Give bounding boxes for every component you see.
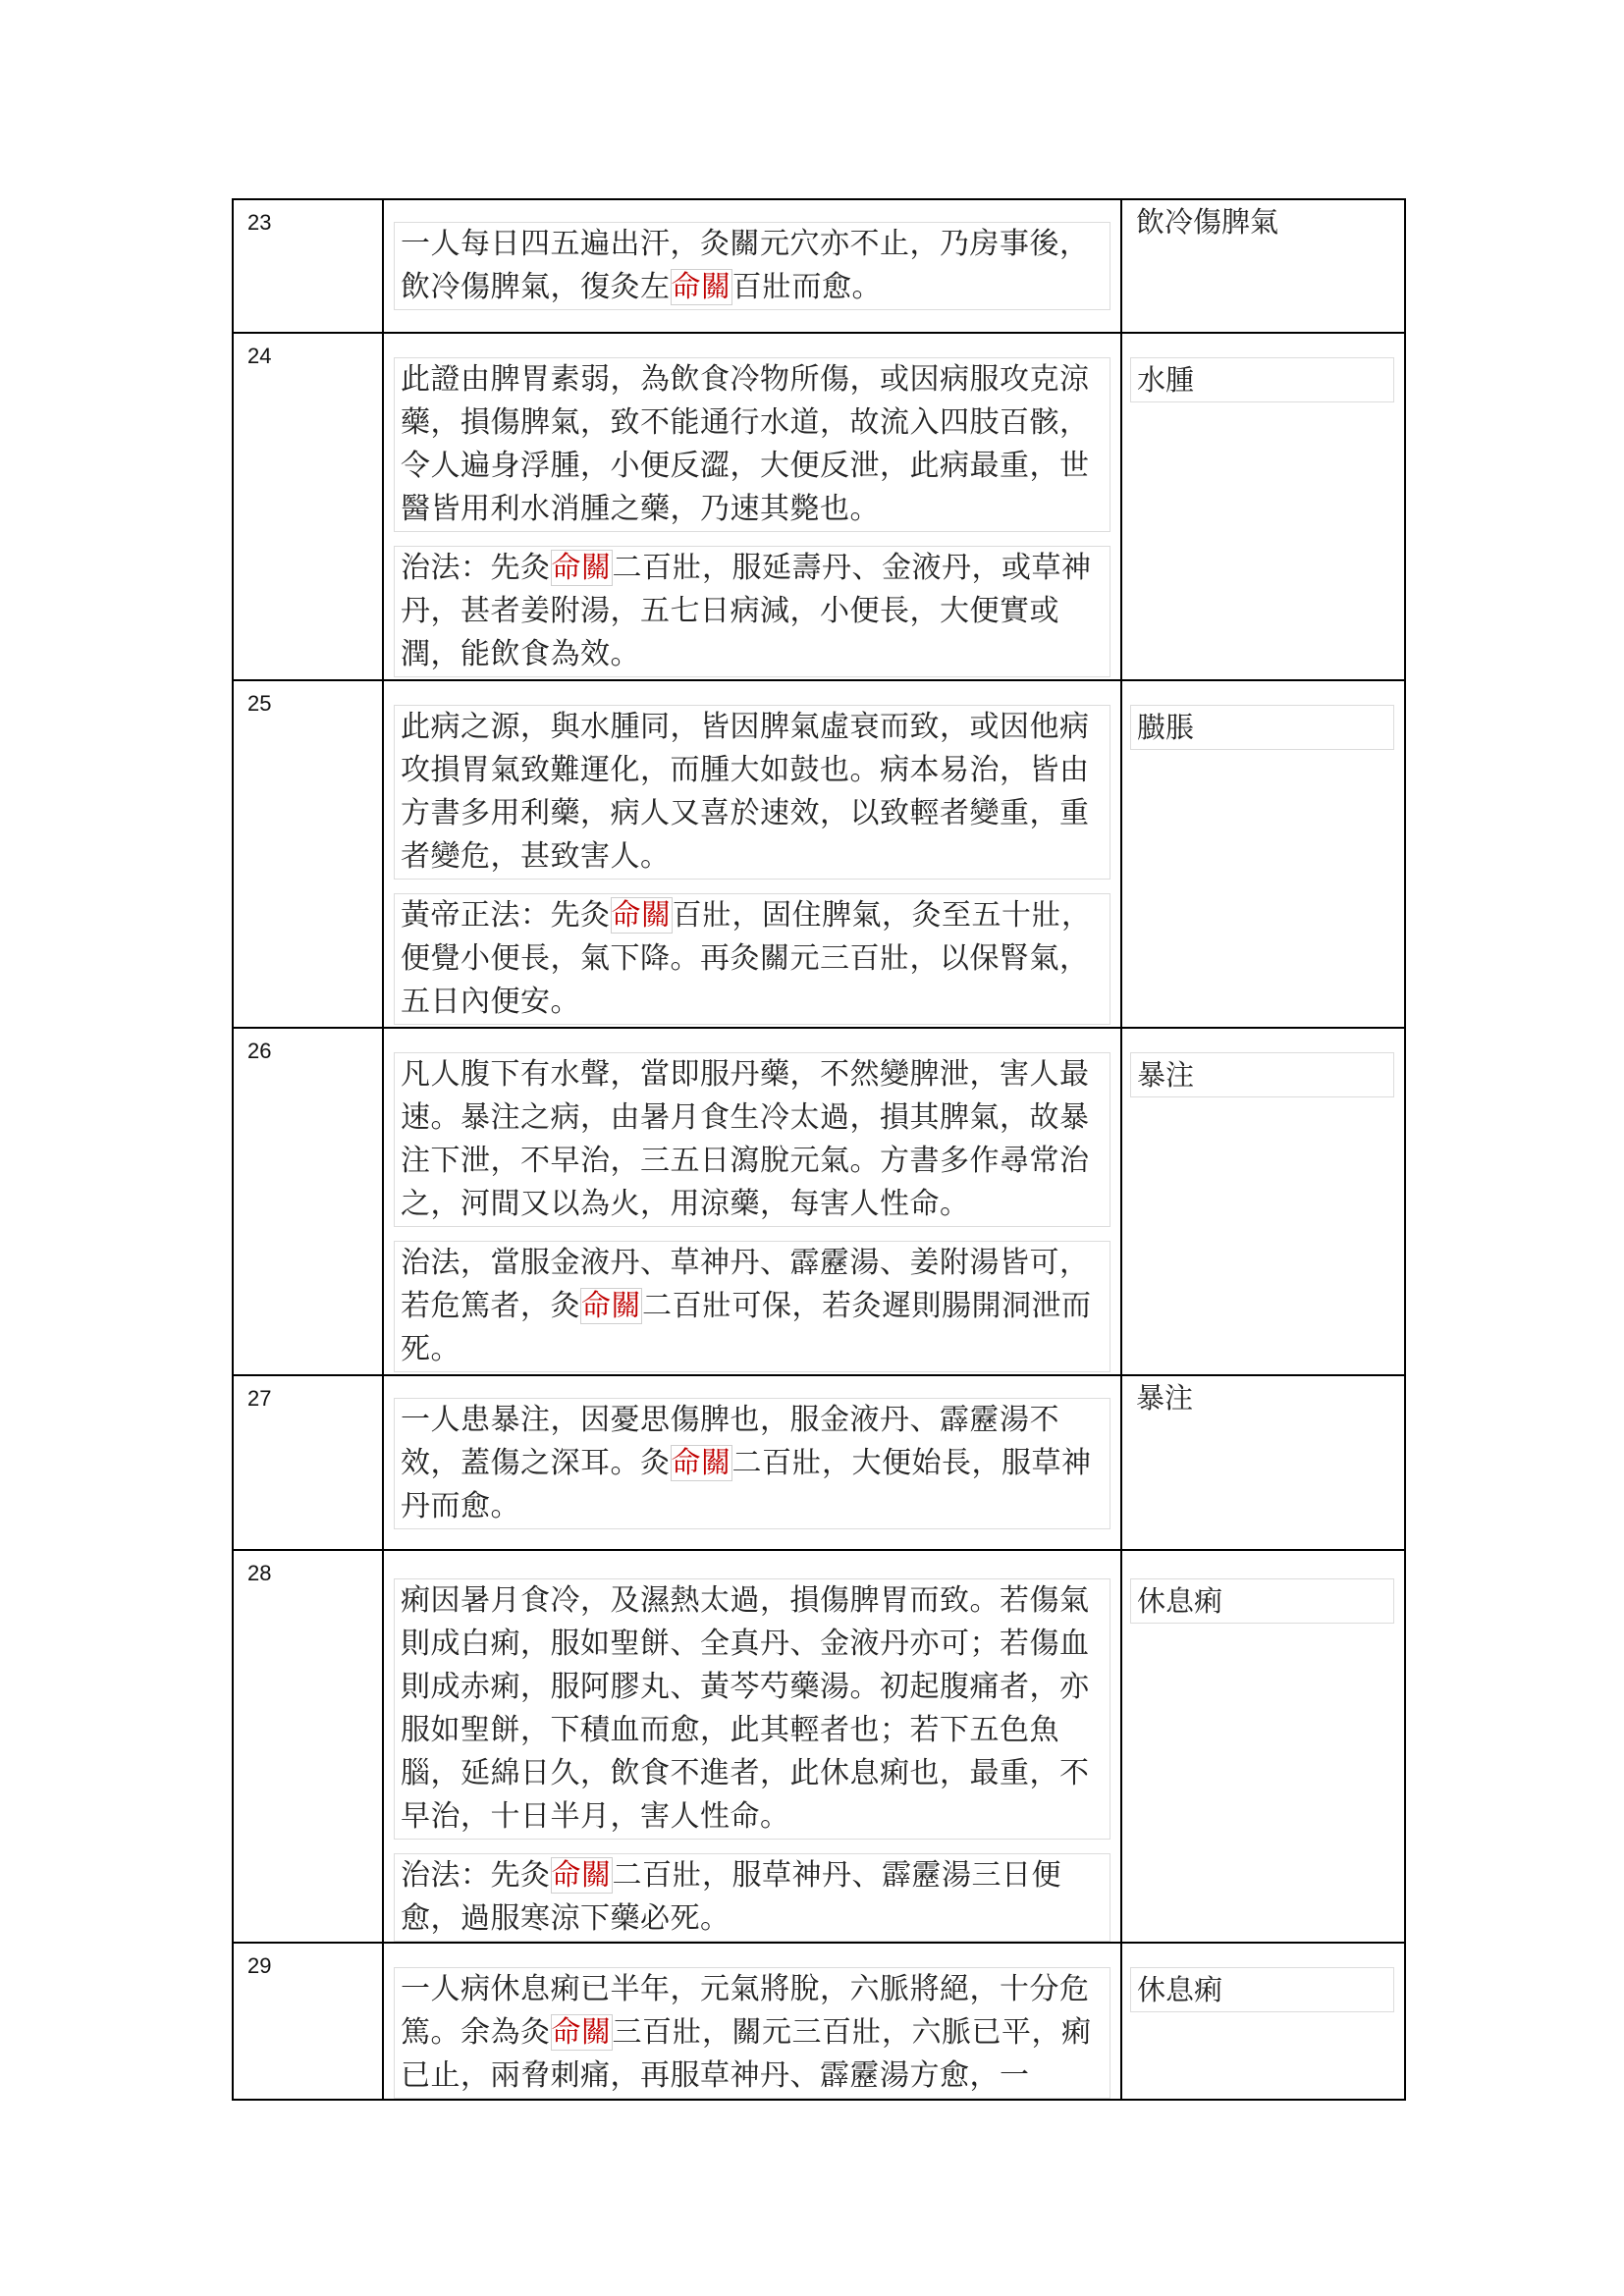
entry-number: 29 [247, 1953, 272, 1978]
entry-number-cell [233, 680, 383, 1028]
entry-number: 23 [247, 210, 272, 235]
entry-text-cell [383, 680, 1121, 1028]
entry-category-label: 休息痢 [1130, 1578, 1394, 1624]
paragraph-text: 一人每日四五遍出汗，灸關元穴亦不止，乃房事後，飲冷傷脾氣，復灸左 [401, 227, 1090, 304]
entry-category-cell [1121, 1028, 1405, 1375]
entry-text-cell [383, 1550, 1121, 1943]
entry-text-cell [383, 333, 1121, 680]
entry-category-cell [1121, 1943, 1405, 2100]
entry-text-cell [383, 1375, 1121, 1550]
paragraph-text: 凡人腹下有水聲，當即服丹藥，不然變脾泄，害人最速。暴注之病，由暑月食生冷太過，損其脾氣，故暴注下泄，不早治，三五日瀉脫元氣。方書多作尋常治之，河間又以為火，用涼藥，每害人性命。 [401, 1057, 1090, 1221]
table-row [233, 680, 1405, 1028]
entry-number: 26 [247, 1039, 272, 1063]
paragraph-text: 痢因暑月食冷，及濕熱太過，損傷脾胃而致。若傷氣則成白痢，服如聖餅、全真丹、金液丹亦可；若傷血則成赤痢，服阿膠丸、黃芩芍藥湯。初起腹痛者，亦服如聖餅，下積血而愈，此其輕者也；若下五色魚腦，延綿日久，飲食不進者，此休息痢也，最重，不早治，十日半月，害人性命。 [401, 1583, 1090, 1834]
entry-category-cell [1121, 1550, 1405, 1943]
entry-category-label: 暴注 [1136, 1381, 1194, 1415]
table-row [233, 1375, 1405, 1550]
entry-number: 27 [247, 1386, 272, 1411]
entry-paragraph [394, 1241, 1110, 1372]
acupoint-keyword: 命關 [551, 1858, 612, 1893]
entry-paragraph [394, 357, 1110, 532]
table-row [233, 333, 1405, 680]
entry-paragraph [394, 222, 1110, 310]
table-row [233, 1943, 1405, 2100]
table-body [233, 199, 1405, 2100]
entry-category-cell [1121, 680, 1405, 1028]
entry-paragraph [394, 893, 1110, 1025]
entry-number-cell [233, 1943, 383, 2100]
acupoint-keyword: 命關 [581, 1289, 641, 1323]
entry-number: 28 [247, 1561, 272, 1585]
paragraph-text: 百壯，固住脾氣，灸至五十壯，便覺小便長，氣下降。再灸關元三百壯，以保腎氣，五日內便安。 [401, 898, 1092, 1019]
table-row [233, 199, 1405, 333]
entry-category-label: 臌脹 [1130, 705, 1394, 750]
entry-paragraph [394, 1853, 1110, 1942]
paragraph-text: 百壯而愈。 [731, 270, 882, 304]
entry-text-cell [383, 1028, 1121, 1375]
paragraph-text: 黃帝正法：先灸 [401, 898, 611, 933]
paragraph-text: 治法：先灸 [401, 551, 551, 585]
paragraph-text: 二百壯，服草神丹、霹靂湯三日便愈，過服寒涼下藥必死。 [401, 1858, 1061, 1936]
acupoint-keyword: 命關 [611, 898, 672, 933]
paragraph-text: 二百壯，服延壽丹、金液丹，或草神丹，甚者姜附湯，五七日病減，小便長，大便實或潤，能飲食為效。 [401, 551, 1092, 671]
entry-number-cell [233, 1375, 383, 1550]
entry-number: 24 [247, 344, 272, 368]
entry-paragraph [394, 546, 1110, 677]
paragraph-text: 二百壯可保，若灸遲則腸開洞泄而死。 [401, 1289, 1092, 1366]
entry-paragraph [394, 1052, 1110, 1227]
entry-number-cell [233, 199, 383, 333]
entry-number: 25 [247, 691, 272, 716]
entry-text-cell [383, 1943, 1121, 2100]
acupoint-keyword: 命關 [671, 1446, 731, 1480]
entry-number-cell [233, 1550, 383, 1943]
content-table [232, 198, 1406, 2101]
entry-number-cell [233, 1028, 383, 1375]
entry-category-cell [1121, 333, 1405, 680]
table-row [233, 1550, 1405, 1943]
paragraph-text: 治法：先灸 [401, 1858, 551, 1893]
entry-text-cell [383, 199, 1121, 333]
entry-category-label: 飲冷傷脾氣 [1136, 205, 1279, 239]
entry-category-label: 暴注 [1130, 1052, 1394, 1097]
paragraph-text: 三百壯，關元三百壯，六脈已平，痢已止，兩脅刺痛，再服草神丹、霹靂湯方愈，一 [401, 2015, 1092, 2093]
paragraph-text: 此證由脾胃素弱，為飲食冷物所傷，或因病服攻克涼藥，損傷脾氣，致不能通行水道，故流入四肢百骸，令人遍身浮腫，小便反澀，大便反泄，此病最重，世醫皆用利水消腫之藥，乃速其斃也。 [401, 362, 1090, 526]
entry-paragraph [394, 1398, 1110, 1529]
paragraph-text: 一人患暴注，因憂思傷脾也，服金液丹、霹靂湯不效，蓋傷之深耳。灸 [401, 1403, 1059, 1480]
acupoint-keyword: 命關 [551, 2015, 612, 2050]
entry-category-label: 水腫 [1130, 357, 1394, 402]
paragraph-text: 治法，當服金液丹、草神丹、霹靂湯、姜附湯皆可，若危篤者，灸 [401, 1246, 1090, 1323]
acupoint-keyword: 命關 [671, 270, 731, 304]
acupoint-keyword: 命關 [551, 551, 612, 585]
table-row [233, 1028, 1405, 1375]
entry-category-cell [1121, 199, 1405, 333]
entry-number-cell [233, 333, 383, 680]
entry-paragraph [394, 1967, 1110, 2099]
entry-category-cell [1121, 1375, 1405, 1550]
paragraph-text: 一人病休息痢已半年，元氣將脫，六脈將絕，十分危篤。余為灸 [401, 1972, 1090, 2050]
paragraph-text: 此病之源，與水腫同，皆因脾氣虛衰而致，或因他病攻損胃氣致難運化，而腫大如鼓也。病本易治，皆由方書多用利藥，病人又喜於速效，以致輕者變重，重者變危，甚致害人。 [401, 710, 1090, 874]
entry-paragraph [394, 705, 1110, 880]
entry-paragraph [394, 1578, 1110, 1840]
entry-category-label: 休息痢 [1130, 1967, 1394, 2012]
paragraph-text: 二百壯，大便始長，服草神丹而愈。 [401, 1446, 1092, 1523]
